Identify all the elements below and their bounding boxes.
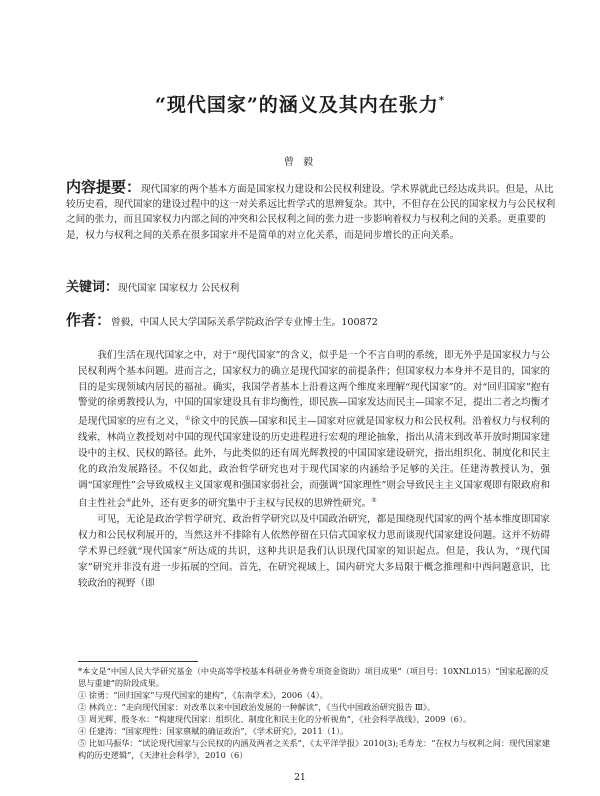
keywords <box>66 280 556 296</box>
footnote: *本文是“中国人民大学研究基金（中央高等学校基本科研业务费专项资金资助）项目成果”（项目号：10XNL015）“国家起源的反思与重建”的阶段成果。 <box>78 666 549 688</box>
body-text <box>78 348 550 591</box>
page-number: 21 <box>294 773 306 783</box>
footnote: ① 徐勇：“回归国家”与现代国家的建构”，《东南学术》，2006（4）。 <box>78 690 328 700</box>
footnote: ④ 任建涛：“国家理性：国家禀赋的确证政治”，《学术研究》，2011（1）。 <box>78 726 349 736</box>
keywords-text: 现代国家 国家权力 公民权利 <box>118 283 240 294</box>
author-info-text: 曾毅，中国人民大学国际关系学院政治学专业博士生。100872 <box>111 317 378 328</box>
footnote-divider <box>78 661 198 662</box>
body-paragraph-1: 我们生活在现代国家之中，对于“现代国家”的含义，似乎是一个不言自明的系统，即无外乎是国家权力与公民权利两个基本问题。进而言之，国家权力的确立是现代国家的前提条件；但国家权力本身并不是目的，国家的目的是实现领域内居民的福祉。确实，我国学者基本上沿着这两个维度来理解“现代国家”的。对“回归国家”抱有警觉的徐勇教授认为，中国的国家建设具有非均衡性，即民族—国家发达而民主—国家不足，提出二者之均衡才是现代国家的应有之义，①徐文中的民族—国家和民主—国家对应就是国家权力和公民权利。沿着权力与权利的线索，林尚立教授划对中国的现代国家建设的历史进程进行宏观的理论抽象，指出从清末到改革开放时期国家建设中的主权、民权的路径。此外，与此类似的还有周光辉教授的中国国家建设研究，指出组织化、制度化和民主化的政治发展路径。不仅如此，政治哲学研究也对于现代国家的内涵给予足够的关注。任建涛教授认为，强调“国家理性”会导致威权主义国家观和强国家弱社会，而强调“国家理性”则会导致民主主义国家观即有限政府和自主性社会④此外，还有更多的研究集中于主权与民权的思辨性研究。⑤ <box>78 350 551 510</box>
author-info-label: 作者： <box>66 311 112 329</box>
footnote: ③ 周光辉、殷冬水：“构建现代国家：组织化、制度化和民主化的分析视角”，《社会科学战线》，2009（6）。 <box>78 714 472 724</box>
keywords-label: 关键词： <box>66 280 119 295</box>
abstract <box>66 180 556 243</box>
paper-title-text: “现代国家”的涵义及其内在张力 <box>154 94 439 116</box>
author-name: 曾 毅 <box>283 157 317 168</box>
body-paragraph-2: 可见，无论是政治学哲学研究、政治哲学研究以及中国政治研究，都是围绕现代国家的两个基本维度即国家权力和公民权利展开的，当然这并不排除有人依然停留在只信式国家权力思而谈现代国家建设问题。这并不妨碍学术界已经就“现代国家”所达成的共识，这种共识是我们认识现代国家的知识起点。但是，我认为，“现代国家”研究并非没有进一步拓展的空间。首先，在研究视域上，国内研究大多局限于概念推理和中西问题意识，比较政治的视野（即 <box>78 514 550 589</box>
title-footnote-mark: * <box>438 95 446 107</box>
footnote: ② 林尚立：“走向现代国家：对改革以来中国政治发展的一种解读”，《当代中国政治研究报告 Ⅲ》。 <box>78 702 436 712</box>
author-info <box>66 313 556 330</box>
abstract-text: 现代国家的两个基本方面是国家权力建设和公民权利建设。学术界就此已经达成共识。但是，从比较历史看，现代国家的建设过程中的这一对关系远比哲学式的思辨复杂。其中，不但存在公民的国家权力与公民权利之间的张力，而且国家权力内部之间的冲突和公民权利之间的张力进一步影响着权力与权利之间的关系。更重要的是，权力与权利之间的关系在很多国家并不是简单的对立化关系，而是同步增长的正向关系。 <box>66 184 556 241</box>
footnotes <box>78 665 550 761</box>
paper-title <box>0 90 600 117</box>
abstract-label: 内容提要： <box>66 178 142 196</box>
footnote: ⑤ 比如马振华：“试论现代国家与公民权的内涵及两者之关系”，《太平洋学报》2010(3);毛寿龙：“在权力与权利之间：现代国家建构的历史逻辑”，《天津社会科学》，2010（6） <box>78 738 551 760</box>
